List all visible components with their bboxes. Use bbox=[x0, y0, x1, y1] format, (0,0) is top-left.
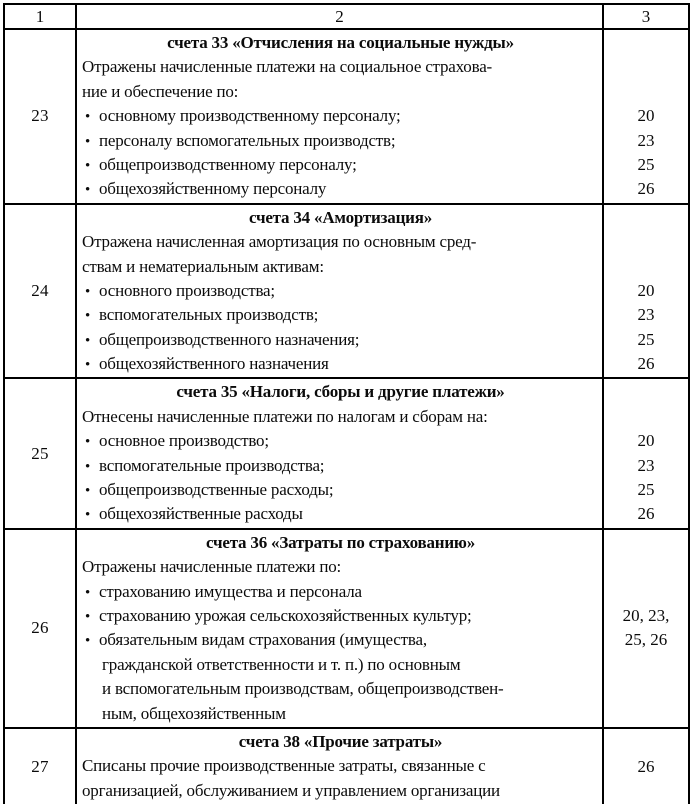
line-text: Отражены начисленные платежи по: bbox=[82, 557, 342, 577]
values-cell bbox=[604, 729, 688, 804]
content-line bbox=[82, 153, 599, 177]
table-header-row bbox=[5, 5, 688, 30]
row-number: 27 bbox=[31, 756, 49, 776]
value-line: 23 bbox=[637, 455, 655, 475]
value-line bbox=[604, 580, 688, 604]
value-title-spacer bbox=[604, 531, 688, 555]
line-text: ствам и нематериальным активам: bbox=[82, 256, 324, 276]
value-line: 25, 26 bbox=[624, 630, 668, 650]
row-number-cell bbox=[5, 30, 77, 203]
value-line: 26 bbox=[637, 756, 655, 776]
row-number-cell bbox=[5, 729, 77, 804]
content-line bbox=[82, 628, 599, 652]
value-line: 20, 23, bbox=[622, 605, 670, 625]
content-line bbox=[82, 104, 599, 128]
bullet-icon: • bbox=[85, 608, 91, 625]
values-cell bbox=[604, 30, 688, 203]
section-title: счета 33 «Отчисления на социальные нужды» bbox=[167, 33, 514, 52]
section-row bbox=[5, 30, 688, 205]
content-line bbox=[82, 754, 599, 778]
value-title-spacer bbox=[604, 206, 688, 230]
content-line bbox=[82, 604, 599, 628]
bullet-icon: • bbox=[85, 357, 91, 374]
row-number-cell bbox=[5, 530, 77, 727]
bullet-icon: • bbox=[85, 458, 91, 475]
content-line bbox=[82, 279, 599, 303]
bullet-icon: • bbox=[85, 633, 91, 650]
bullet-icon: • bbox=[85, 182, 91, 199]
line-text: общехозяйственного назначения bbox=[99, 354, 329, 374]
content-line bbox=[82, 502, 599, 526]
bullet-icon: • bbox=[85, 507, 91, 524]
line-text: общепроизводственному персоналу; bbox=[99, 154, 357, 174]
values-cell bbox=[604, 530, 688, 727]
row-number: 25 bbox=[31, 443, 49, 463]
line-text: и вспомогательным производствам, общепроизводствен- bbox=[102, 679, 504, 699]
content-line bbox=[82, 555, 599, 579]
value-line bbox=[604, 55, 688, 79]
value-line: 26 bbox=[637, 504, 655, 524]
account-correspondence-table bbox=[3, 3, 690, 804]
content-cell bbox=[77, 30, 604, 203]
header-cell-col2: 2 bbox=[77, 5, 604, 28]
line-text: основному производственному персоналу; bbox=[99, 106, 401, 126]
line-text: общехозяйственные расходы bbox=[99, 504, 303, 524]
content-line bbox=[82, 702, 599, 726]
content-cell bbox=[77, 530, 604, 727]
value-line bbox=[604, 653, 688, 677]
value-line: 26 bbox=[637, 179, 655, 199]
header-cell-col3: 3 bbox=[641, 7, 651, 26]
row-number: 23 bbox=[31, 106, 49, 126]
value-title-spacer bbox=[604, 380, 688, 404]
value-line bbox=[604, 255, 688, 279]
content-line bbox=[82, 454, 599, 478]
content-line bbox=[82, 429, 599, 453]
bullet-icon: • bbox=[85, 157, 91, 174]
line-text: ным, общехозяйственным bbox=[102, 703, 286, 723]
content-line bbox=[82, 303, 599, 327]
header-cell-col1: 1 bbox=[5, 5, 77, 28]
row-number: 26 bbox=[31, 618, 49, 638]
content-line bbox=[82, 80, 599, 104]
section-row bbox=[5, 729, 688, 804]
line-text: персоналу вспомогательных производств; bbox=[99, 130, 396, 150]
bullet-icon: • bbox=[85, 434, 91, 451]
value-line: 25 bbox=[637, 329, 655, 349]
section-row bbox=[5, 205, 688, 380]
value-line: 25 bbox=[637, 154, 655, 174]
line-text: ние и обеспечение по: bbox=[82, 81, 239, 101]
section-title: счета 36 «Затраты по страхованию» bbox=[205, 532, 476, 552]
line-text: основное производство; bbox=[99, 431, 269, 451]
bullet-icon: • bbox=[85, 584, 91, 601]
values-cell bbox=[604, 205, 688, 378]
line-text: вспомогательных производств; bbox=[99, 305, 319, 325]
line-text: Списаны прочие производственные затраты, связанные с bbox=[82, 756, 486, 776]
bullet-icon: • bbox=[85, 483, 91, 500]
value-line bbox=[604, 405, 688, 429]
value-line: 20 bbox=[637, 106, 655, 126]
value-line bbox=[604, 677, 688, 701]
value-line: 25 bbox=[637, 480, 655, 500]
content-cell bbox=[77, 205, 604, 378]
content-cell bbox=[77, 729, 604, 804]
content-line bbox=[82, 779, 599, 803]
line-text: страхованию имущества и персонала bbox=[99, 581, 362, 601]
line-text: Отражена начисленная амортизация по основным сред- bbox=[82, 232, 477, 252]
line-text: основного производства; bbox=[99, 280, 275, 300]
content-line bbox=[82, 177, 599, 201]
content-line bbox=[82, 405, 599, 429]
bullet-icon: • bbox=[85, 109, 91, 126]
row-number-cell bbox=[5, 379, 77, 527]
value-line: 20 bbox=[637, 431, 655, 451]
section-title: счета 34 «Амортизация» bbox=[248, 207, 433, 227]
bullet-icon: • bbox=[85, 283, 91, 300]
line-text: гражданской ответственности и т. п.) по основным bbox=[102, 654, 461, 674]
value-line bbox=[604, 80, 688, 104]
content-line bbox=[82, 478, 599, 502]
content-line bbox=[82, 129, 599, 153]
content-line bbox=[82, 352, 599, 376]
content-line bbox=[82, 653, 599, 677]
line-text: вспомогательные производства; bbox=[99, 455, 325, 475]
line-text: общепроизводственные расходы; bbox=[99, 480, 334, 500]
line-text: общехозяйственному персоналу bbox=[99, 179, 327, 199]
value-line bbox=[604, 555, 688, 579]
value-line bbox=[604, 702, 688, 726]
bullet-icon: • bbox=[85, 332, 91, 349]
line-text: страхованию урожая сельскохозяйственных культур; bbox=[99, 605, 472, 625]
content-line bbox=[82, 580, 599, 604]
value-line: 26 bbox=[637, 354, 655, 374]
content-cell bbox=[77, 379, 604, 527]
values-cell bbox=[604, 379, 688, 527]
row-number-cell bbox=[5, 205, 77, 378]
content-line bbox=[82, 230, 599, 254]
value-line: 23 bbox=[637, 305, 655, 325]
section-row bbox=[5, 379, 688, 529]
content-line bbox=[82, 255, 599, 279]
value-line: 20 bbox=[637, 280, 655, 300]
bullet-icon: • bbox=[85, 133, 91, 150]
section-title: счета 35 «Налоги, сборы и другие платежи» bbox=[176, 382, 505, 402]
line-text: Отражены начисленные платежи на социальное страхова- bbox=[82, 57, 493, 77]
content-line bbox=[82, 677, 599, 701]
line-text: Отнесены начисленные платежи по налогам и сборам на: bbox=[82, 406, 488, 426]
section-row bbox=[5, 530, 688, 729]
line-text: общепроизводственного назначения; bbox=[99, 329, 360, 349]
row-number: 24 bbox=[31, 281, 49, 301]
value-line: 23 bbox=[637, 130, 655, 150]
content-line bbox=[82, 328, 599, 352]
section-title: счета 38 «Прочие затраты» bbox=[238, 731, 443, 751]
line-text: организацией, обслуживанием и управлением организации bbox=[82, 780, 500, 800]
value-line bbox=[604, 230, 688, 254]
content-line bbox=[82, 55, 599, 79]
value-title-spacer bbox=[604, 31, 688, 55]
line-text: обязательным видам страхования (имущества, bbox=[99, 630, 427, 650]
table-sections bbox=[5, 30, 688, 804]
bullet-icon: • bbox=[85, 308, 91, 325]
